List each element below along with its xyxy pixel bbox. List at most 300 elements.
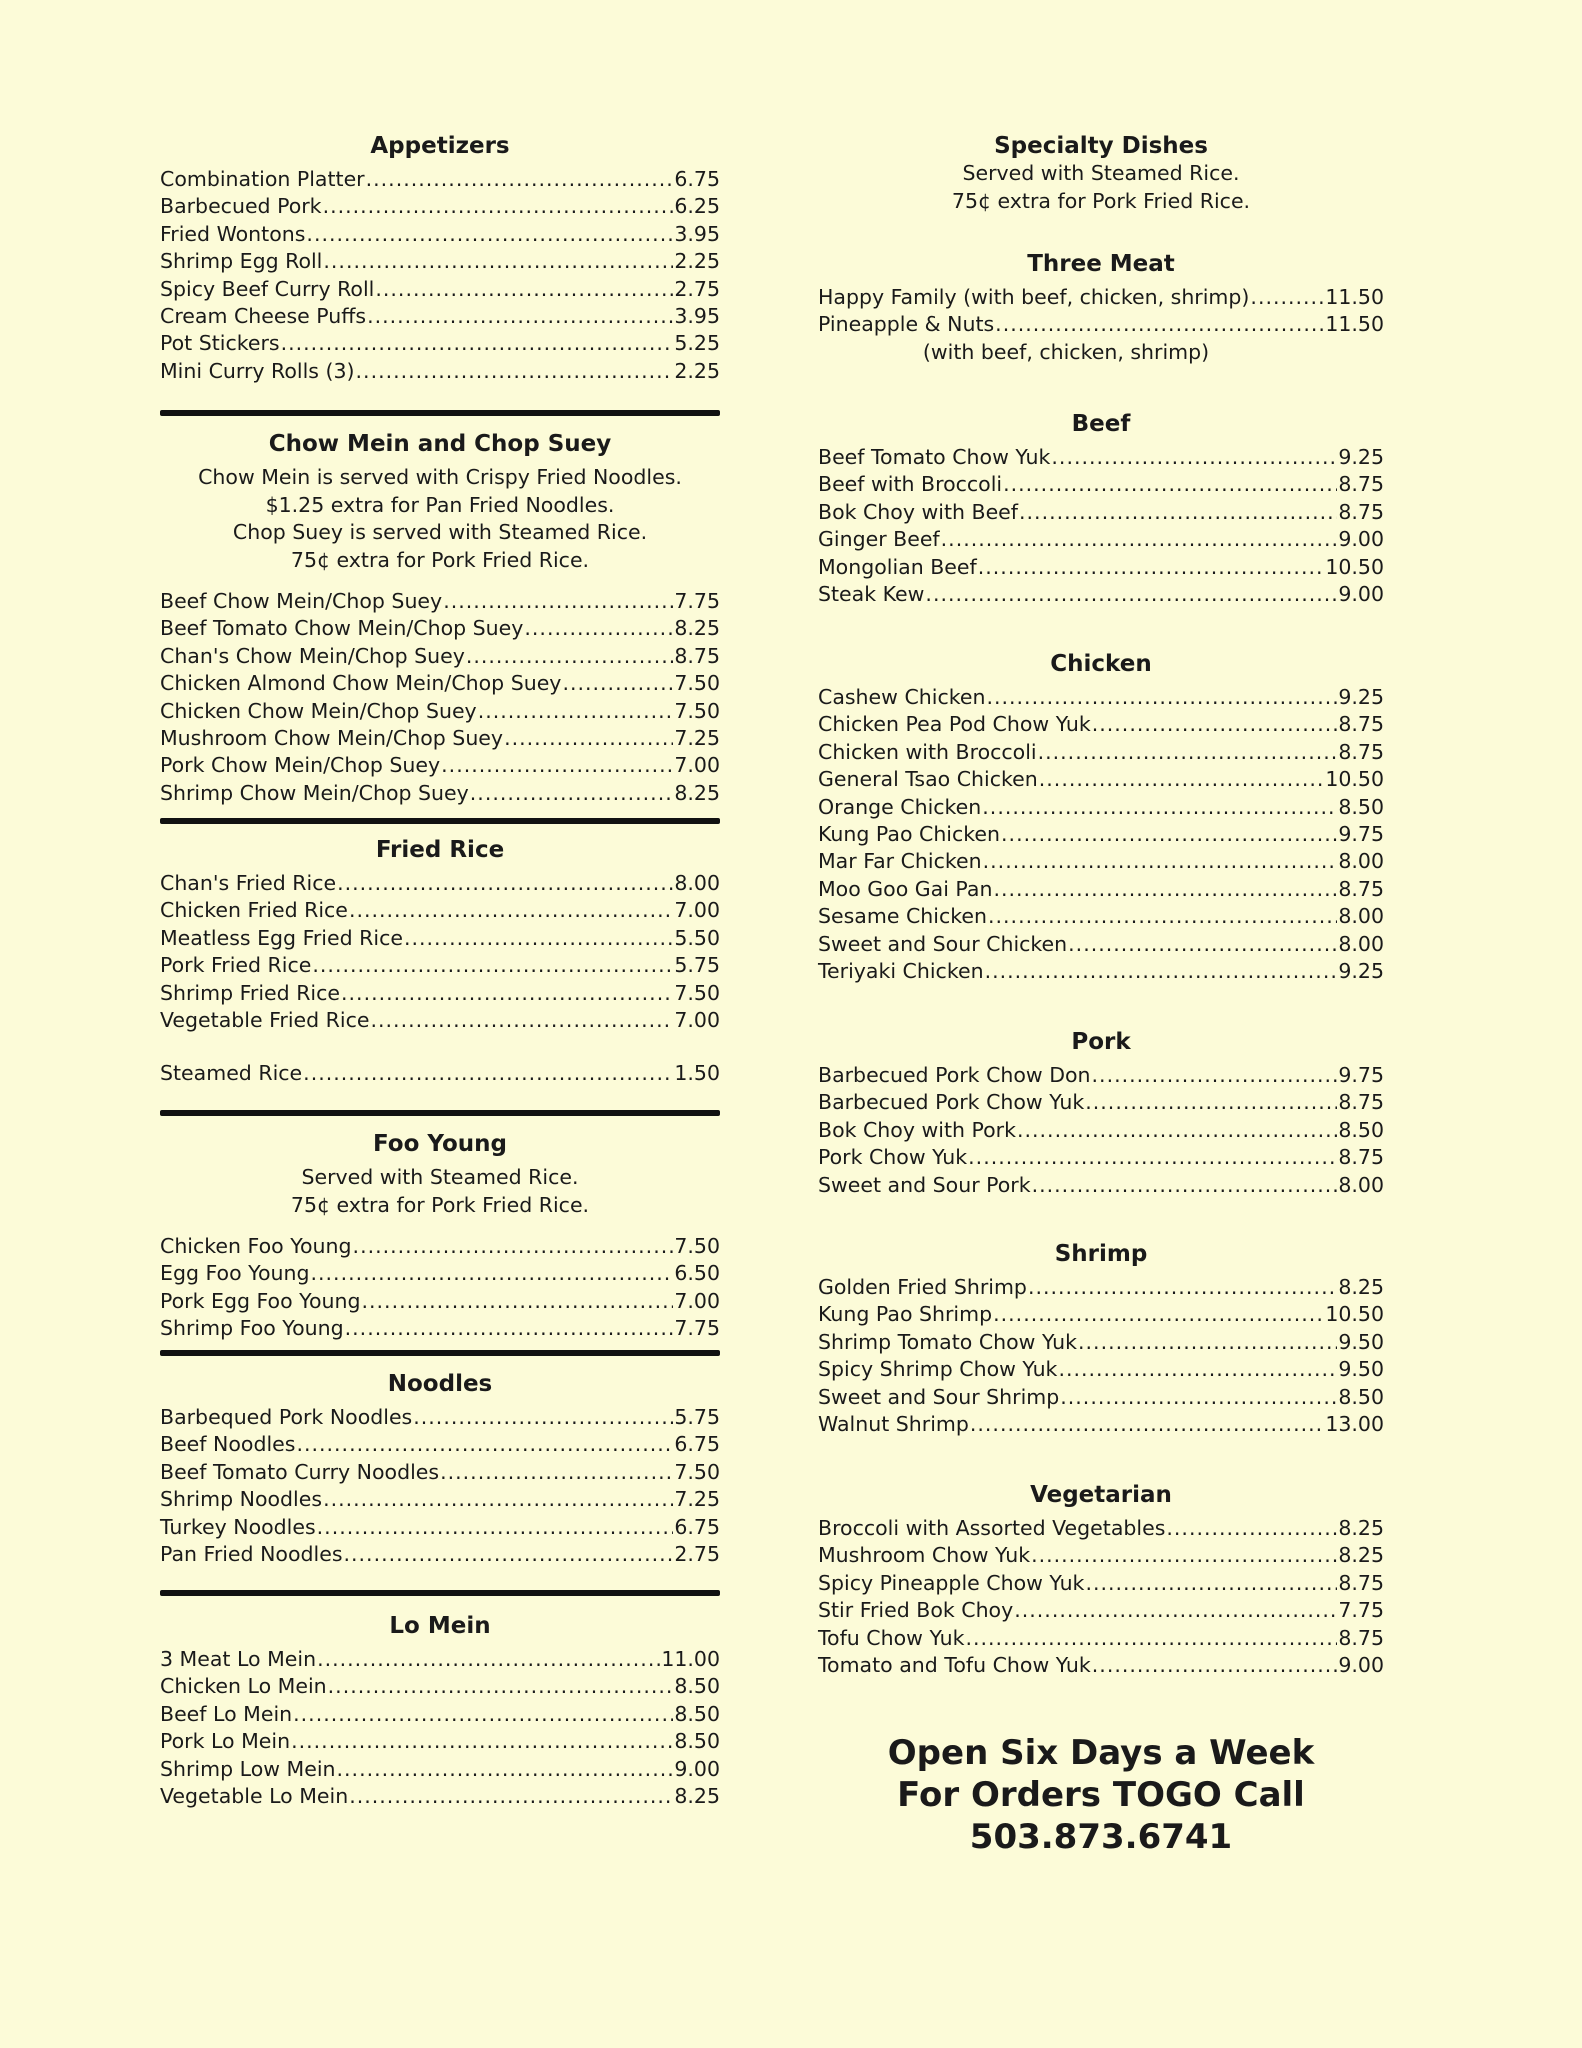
menu-item-spicy-pineapple-chow-yuk [818, 1570, 1384, 1597]
menu-item-shrimp-foo-young [160, 1315, 720, 1342]
menu-item-barbecued-pork-chow-yuk [818, 1089, 1384, 1116]
item-price: 11.00 [661, 1647, 720, 1671]
dot-leader [413, 1404, 673, 1431]
dot-leader [328, 1673, 674, 1700]
item-name: Spicy Beef Curry Roll [160, 276, 375, 301]
item-name: Tofu Chow Yuk [818, 1625, 965, 1650]
menu-item-shrimp-low-mein [160, 1756, 720, 1783]
menu-item-kung-pao-chicken [818, 821, 1384, 848]
dot-leader [341, 980, 673, 1007]
dot-leader [312, 952, 673, 979]
item-price: 8.50 [674, 1729, 720, 1754]
item-list [818, 284, 1384, 339]
menu-item-orange-chicken [818, 794, 1384, 821]
menu-item-pork-chow-yuk [818, 1144, 1384, 1171]
dot-leader [986, 684, 1337, 711]
section-note: Chop Suey is served with Steamed Rice. [232, 520, 648, 544]
menu-item-spicy-beef-curry-roll [160, 276, 720, 303]
menu-item-tomato-and-tofu-chow-yuk [818, 1652, 1384, 1679]
item-name: Barbecued Pork [160, 194, 322, 219]
item-list [160, 166, 720, 385]
menu-item-chan-s-chow-mein-chop-suey [160, 643, 720, 670]
dot-leader [504, 725, 673, 752]
section-title: Vegetarian [1030, 1482, 1172, 1508]
item-name: Chicken Chow Mein/Chop Suey [160, 698, 477, 723]
menu-item-general-tsao-chicken [818, 766, 1384, 793]
item-name: Beef Tomato Curry Noodles [160, 1459, 440, 1484]
item-price: 10.50 [1325, 767, 1384, 792]
item-name: Pineapple & Nuts [818, 312, 995, 337]
item-name: Chicken Almond Chow Mein/Chop Suey [160, 671, 562, 696]
item-price: 9.75 [1338, 1063, 1384, 1087]
item-name: Beef Tomato Chow Mein/Chop Suey [160, 616, 524, 641]
dot-leader [983, 848, 1338, 875]
item-price: 9.25 [1338, 685, 1384, 709]
item-name: Bok Choy with Beef [818, 499, 1019, 524]
dot-leader [470, 780, 674, 807]
dot-leader [317, 1646, 660, 1673]
section-notes [818, 160, 1384, 215]
menu-item-teriyaki-chicken [818, 958, 1384, 985]
item-price: 8.25 [1338, 1516, 1384, 1540]
item-name: Steak Kew [818, 582, 925, 607]
item-price: 9.25 [1338, 959, 1384, 984]
dot-leader [562, 670, 673, 697]
item-price: 8.50 [1338, 1384, 1384, 1409]
item-price: 11.50 [1325, 285, 1384, 309]
dot-leader [1085, 1089, 1337, 1116]
item-name: Mongolian Beef [818, 554, 977, 579]
item-name: Mushroom Chow Mein/Chop Suey [160, 726, 504, 751]
item-name: Beef Chow Mein/Chop Suey [160, 589, 443, 613]
item-name: Kung Pao Chicken [818, 822, 1001, 847]
section-notes [160, 1164, 720, 1219]
item-list [818, 444, 1384, 608]
item-name: Sesame Chicken [818, 904, 987, 929]
item-name: Bok Choy with Pork [818, 1117, 1016, 1142]
item-list [818, 1515, 1384, 1679]
item-price: 3.95 [674, 221, 720, 246]
item-name: Barbecued Pork Chow Don [818, 1063, 1091, 1087]
item-price: 8.50 [1338, 794, 1384, 819]
item-name: Kung Pao Shrimp [818, 1302, 993, 1327]
menu-item-kung-pao-shrimp [818, 1301, 1384, 1328]
dot-leader [323, 248, 673, 275]
item-price: 7.75 [1338, 1598, 1384, 1623]
item-name: Orange Chicken [818, 794, 982, 819]
section-notes [160, 464, 720, 574]
item-price: 6.75 [674, 167, 720, 191]
item-name: Vegetable Lo Mein [160, 1784, 349, 1809]
menu-item-mongolian-beef [818, 554, 1384, 581]
item-name: Shrimp Egg Roll [160, 249, 323, 274]
item-price: 7.50 [674, 1234, 720, 1258]
item-price: 7.25 [674, 726, 720, 751]
menu-item-shrimp-egg-roll [160, 248, 720, 275]
section-title: Chow Mein and Chop Suey [268, 431, 612, 457]
menu-item-happy-family-with-beef-chicken-shrimp [818, 284, 1384, 311]
item-price: 2.75 [674, 276, 720, 301]
dot-leader [985, 958, 1338, 985]
dot-leader [1039, 766, 1325, 793]
dot-leader [1092, 711, 1338, 738]
item-price: 8.00 [674, 871, 720, 895]
dot-leader [925, 581, 1337, 608]
dot-leader [366, 166, 674, 193]
section-title: Three Meat [1027, 251, 1175, 277]
item-price: 8.75 [1338, 1625, 1384, 1650]
menu-item-sweet-and-sour-shrimp [818, 1384, 1384, 1411]
dot-leader [978, 554, 1325, 581]
item-price: 1.50 [674, 1061, 720, 1086]
menu-item-mushroom-chow-mein-chop-suey [160, 725, 720, 752]
item-price: 7.50 [674, 698, 720, 723]
dot-leader [1250, 284, 1324, 311]
item-name: Mini Curry Rolls (3) [160, 358, 355, 383]
item-name: Pork Fried Rice [160, 953, 312, 978]
dot-leader [995, 311, 1324, 338]
section-title: Noodles [387, 1371, 493, 1397]
item-list [160, 1233, 720, 1343]
item-price: 8.75 [1338, 499, 1384, 524]
menu-item-steak-kew [818, 581, 1384, 608]
dot-leader [349, 1783, 673, 1810]
item-price: 8.00 [1338, 849, 1384, 874]
item-name: Shrimp Noodles [160, 1487, 323, 1512]
item-price: 3.95 [674, 304, 720, 329]
dot-leader [1017, 1117, 1337, 1144]
item-name: Beef Tomato Chow Yuk [818, 445, 1051, 469]
dot-leader [337, 870, 673, 897]
section-three-meat [818, 250, 1384, 366]
item-name: Turkey Noodles [160, 1514, 316, 1539]
item-name: Pot Stickers [160, 331, 280, 356]
section-chicken [818, 650, 1384, 985]
section-specialty-dishes [818, 132, 1384, 229]
menu-item-pan-fried-noodles [160, 1541, 720, 1568]
item-price: 13.00 [1325, 1412, 1384, 1437]
section-beef [818, 410, 1384, 608]
item-price: 8.25 [1338, 1275, 1384, 1299]
dot-leader [1014, 1597, 1337, 1624]
dot-leader [993, 876, 1337, 903]
menu-item-sweet-and-sour-chicken [818, 931, 1384, 958]
dot-leader [1001, 821, 1337, 848]
section-divider [160, 818, 720, 824]
item-name: Moo Goo Gai Pan [818, 876, 993, 901]
item-price: 7.75 [674, 1316, 720, 1341]
item-name: Golden Fried Shrimp [818, 1275, 1027, 1299]
item-price: 9.50 [1338, 1357, 1384, 1382]
dot-leader [356, 358, 674, 385]
phone-number[interactable]: 503.873.6741 [969, 1817, 1233, 1857]
dot-leader [353, 1233, 674, 1260]
item-name: Spicy Pineapple Chow Yuk [818, 1570, 1085, 1595]
item-list [818, 1062, 1384, 1199]
item-name: Chicken Pea Pod Chow Yuk [818, 712, 1091, 737]
item-price: 6.75 [674, 1514, 720, 1539]
dot-leader [441, 752, 673, 779]
menu-item-spicy-shrimp-chow-yuk [818, 1356, 1384, 1383]
menu-item-barbecued-pork [160, 193, 720, 220]
section-title: Fried Rice [375, 837, 505, 863]
item-name: Combination Platter [160, 167, 365, 191]
section-divider [160, 410, 720, 416]
item-name: Mar Far Chicken [818, 849, 982, 874]
item-name: Pork Chow Mein/Chop Suey [160, 753, 441, 778]
dot-leader [466, 643, 673, 670]
section-shrimp [818, 1240, 1384, 1438]
section-title: Shrimp [1054, 1241, 1148, 1267]
item-name: Cream Cheese Puffs [160, 304, 367, 329]
section-divider [160, 1590, 720, 1596]
dot-leader [311, 1260, 674, 1287]
menu-item-pork-fried-rice [160, 952, 720, 979]
menu-item-shrimp-tomato-chow-yuk [818, 1329, 1384, 1356]
dot-leader [345, 1315, 674, 1342]
item-name: Chan's Chow Mein/Chop Suey [160, 643, 465, 668]
item-name: Steamed Rice [160, 1061, 303, 1086]
item-name: Fried Wontons [160, 221, 306, 246]
item-name: Shrimp Fried Rice [160, 980, 341, 1005]
item-name: Chicken Lo Mein [160, 1674, 327, 1699]
item-name: Shrimp Foo Young [160, 1316, 344, 1341]
dot-leader [970, 1411, 1324, 1438]
section-title: Chicken [1050, 651, 1152, 677]
item-price: 7.50 [674, 1459, 720, 1484]
dot-leader [1166, 1515, 1337, 1542]
item-price: 5.75 [674, 953, 720, 978]
item-price: 11.50 [1325, 312, 1384, 337]
item-name: Tomato and Tofu Chow Yuk [818, 1653, 1091, 1678]
item-price: 9.00 [1338, 582, 1384, 607]
item-price: 8.00 [1338, 1172, 1384, 1197]
item-name: Ginger Beef [818, 527, 940, 552]
menu-item-chicken-chow-mein-chop-suey [160, 698, 720, 725]
item-price: 5.50 [674, 925, 720, 950]
dot-leader [965, 1625, 1337, 1652]
menu-item-beef-lo-mein [160, 1701, 720, 1728]
dot-leader [1051, 444, 1337, 471]
item-price: 2.25 [674, 358, 720, 383]
menu-item-egg-foo-young [160, 1260, 720, 1287]
item-name: Pork Chow Yuk [818, 1145, 968, 1170]
menu-item-bok-choy-with-beef [818, 499, 1384, 526]
item-name: Happy Family (with beef, chicken, shrimp) [818, 285, 1250, 309]
section-note: 75¢ extra for Pork Fried Rice. [290, 1192, 590, 1217]
dot-leader [941, 526, 1338, 553]
hours-text: Open Six Days a Week [887, 1733, 1315, 1773]
dot-leader [404, 925, 673, 952]
menu-item-chicken-lo-mein [160, 1673, 720, 1700]
item-name: Pork Lo Mein [160, 1729, 291, 1754]
item-list [160, 1646, 720, 1810]
menu-item-barbequed-pork-noodles [160, 1404, 720, 1431]
section-vegetarian [818, 1481, 1384, 1679]
item-name: Sweet and Sour Pork [818, 1172, 1031, 1197]
item-price: 8.00 [1338, 931, 1384, 956]
dot-leader [1038, 739, 1338, 766]
menu-item-3-meat-lo-mein [160, 1646, 720, 1673]
dot-leader [1019, 499, 1337, 526]
item-price: 7.00 [674, 898, 720, 923]
item-price: 10.50 [1325, 1302, 1384, 1327]
dot-leader [1068, 931, 1337, 958]
item-name: Shrimp Tomato Chow Yuk [818, 1329, 1078, 1354]
item-subnote: (with beef, chicken, shrimp) [922, 339, 1210, 364]
section-title: Appetizers [370, 133, 510, 159]
item-price: 8.00 [1338, 904, 1384, 929]
section-note: $1.25 extra for Pan Fried Noodles. [265, 492, 615, 517]
item-name: Barbecued Pork Chow Yuk [818, 1090, 1085, 1115]
item-name: Shrimp Chow Mein/Chop Suey [160, 780, 469, 805]
section-pork [818, 1028, 1384, 1199]
menu-item-stir-fried-bok-choy [818, 1597, 1384, 1624]
menu-item-pineapple-nuts [818, 311, 1384, 338]
section-foo-young [160, 1130, 720, 1343]
menu-item-bok-choy-with-pork [818, 1117, 1384, 1144]
item-price: 10.50 [1325, 554, 1384, 579]
menu-item-fried-wontons [160, 221, 720, 248]
menu-item-meatless-egg-fried-rice [160, 925, 720, 952]
togo-text: For Orders TOGO Call [897, 1775, 1305, 1815]
section-title: Specialty Dishes [994, 133, 1208, 159]
item-price: 8.50 [674, 1674, 720, 1699]
hours-and-phone [818, 1732, 1384, 1858]
item-name: Sweet and Sour Chicken [818, 931, 1068, 956]
item-price: 8.25 [1338, 1543, 1384, 1568]
menu-item-sweet-and-sour-pork [818, 1172, 1384, 1199]
item-price: 6.50 [674, 1261, 720, 1286]
item-price: 2.25 [674, 249, 720, 274]
item-name: Spicy Shrimp Chow Yuk [818, 1357, 1058, 1382]
menu-item-chicken-almond-chow-mein-chop-suey [160, 670, 720, 697]
menu-item-pork-egg-foo-young [160, 1288, 720, 1315]
item-price: 8.25 [674, 616, 720, 641]
dot-leader [291, 1728, 673, 1755]
item-name: Shrimp Low Mein [160, 1756, 336, 1781]
item-price: 8.75 [1338, 1090, 1384, 1115]
item-price: 7.00 [674, 1288, 720, 1313]
menu-item-broccoli-with-assorted-vegetables [818, 1515, 1384, 1542]
dot-leader [375, 276, 673, 303]
item-price: 7.00 [674, 753, 720, 778]
menu-item-barbecued-pork-chow-don [818, 1062, 1384, 1089]
menu-item-mar-far-chicken [818, 848, 1384, 875]
item-price: 7.25 [674, 1487, 720, 1512]
dot-leader [317, 1514, 674, 1541]
item-price: 8.75 [1338, 472, 1384, 497]
item-price: 5.75 [674, 1405, 720, 1429]
dot-leader [344, 1541, 674, 1568]
dot-leader [1085, 1570, 1337, 1597]
menu-item-cashew-chicken [818, 684, 1384, 711]
item-price: 6.75 [674, 1432, 720, 1457]
dot-leader [349, 897, 673, 924]
item-name: Beef with Broccoli [818, 472, 1003, 497]
item-price: 9.75 [1338, 822, 1384, 847]
item-name: Pan Fried Noodles [160, 1542, 343, 1567]
section-noodles [160, 1370, 720, 1568]
section-note: 75¢ extra for Pork Fried Rice. [290, 547, 590, 572]
item-name: Broccoli with Assorted Vegetables [818, 1516, 1166, 1540]
dot-leader [1003, 471, 1337, 498]
item-price: 8.25 [674, 1784, 720, 1809]
item-list [818, 684, 1384, 985]
item-name: Beef Noodles [160, 1432, 296, 1457]
dot-leader [293, 1701, 673, 1728]
menu-item-moo-goo-gai-pan [818, 876, 1384, 903]
item-price: 8.75 [1338, 876, 1384, 901]
dot-leader [478, 698, 674, 725]
menu-item-chicken-with-broccoli [818, 739, 1384, 766]
menu-item-steamed-rice [160, 1060, 720, 1087]
item-name: General Tsao Chicken [818, 767, 1038, 792]
item-list [160, 1404, 720, 1568]
item-name: Chan's Fried Rice [160, 871, 337, 895]
menu-item-shrimp-fried-rice [160, 980, 720, 1007]
item-list [818, 1274, 1384, 1438]
dot-leader [443, 588, 673, 615]
menu-item-pork-lo-mein [160, 1728, 720, 1755]
section-note: Served with Steamed Rice. [301, 1165, 579, 1189]
section-title: Lo Mein [389, 1613, 491, 1639]
section-lo-mein [160, 1612, 720, 1810]
menu-item-vegetable-lo-mein [160, 1783, 720, 1810]
section-title: Foo Young [373, 1131, 507, 1157]
section-note: Chow Mein is served with Crispy Fried Noodles. [198, 465, 682, 489]
item-name: Mushroom Chow Yuk [818, 1543, 1031, 1568]
dot-leader [367, 303, 673, 330]
menu-item-shrimp-chow-mein-chop-suey [160, 780, 720, 807]
menu-item-chicken-fried-rice [160, 897, 720, 924]
dot-leader [306, 221, 673, 248]
item-name: Barbequed Pork Noodles [160, 1405, 413, 1429]
dot-leader [281, 330, 674, 357]
menu-item-pot-stickers [160, 330, 720, 357]
item-price: 8.50 [1338, 1117, 1384, 1142]
section-title: Pork [1071, 1029, 1131, 1055]
section-chow-mein-chop-suey [160, 430, 720, 807]
dot-leader [1058, 1356, 1337, 1383]
item-price: 7.50 [674, 980, 720, 1005]
menu-item-shrimp-noodles [160, 1486, 720, 1513]
section-note: Served with Steamed Rice. [962, 161, 1240, 185]
menu-item-mushroom-chow-yuk [818, 1542, 1384, 1569]
menu-item-beef-with-broccoli [818, 471, 1384, 498]
item-name: Meatless Egg Fried Rice [160, 925, 403, 950]
item-list [160, 870, 720, 1034]
item-name: Egg Foo Young [160, 1261, 310, 1286]
menu-item-turkey-noodles [160, 1514, 720, 1541]
menu-item-beef-tomato-curry-noodles [160, 1459, 720, 1486]
item-name: Chicken with Broccoli [818, 739, 1037, 764]
menu-item-mini-curry-rolls-3 [160, 358, 720, 385]
item-price: 8.75 [1338, 739, 1384, 764]
item-price: 8.75 [1338, 1145, 1384, 1170]
dot-leader [988, 903, 1337, 930]
item-name: Chicken Fried Rice [160, 898, 348, 923]
menu-item-beef-noodles [160, 1431, 720, 1458]
item-name: Teriyaki Chicken [818, 959, 984, 984]
dot-leader [1031, 1542, 1337, 1569]
item-price: 8.75 [674, 643, 720, 668]
menu-item-chan-s-fried-rice [160, 870, 720, 897]
item-name: Walnut Shrimp [818, 1412, 969, 1437]
dot-leader [323, 193, 674, 220]
menu-item-ginger-beef [818, 526, 1384, 553]
item-name: Cashew Chicken [818, 685, 986, 709]
